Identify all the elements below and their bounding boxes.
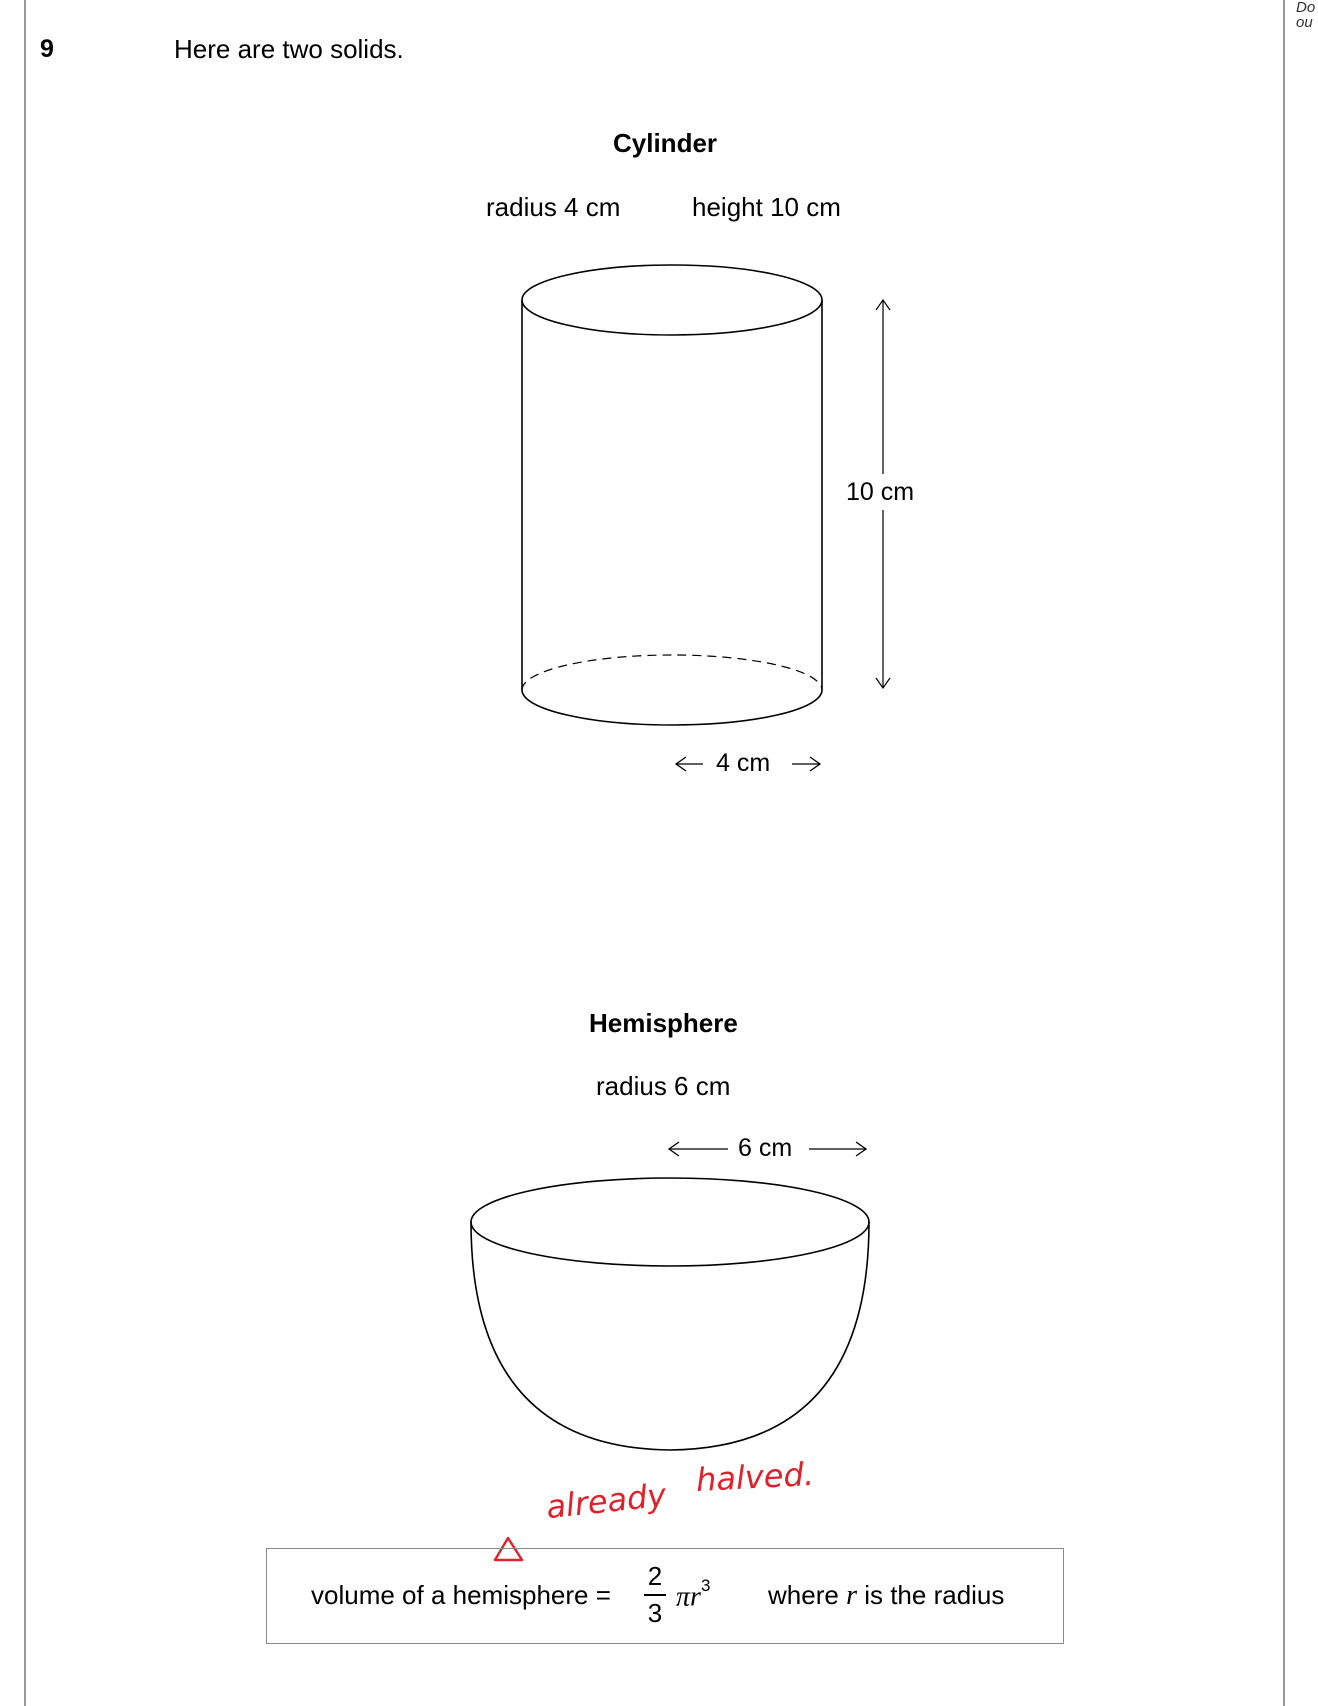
cylinder-diagram [522, 265, 890, 771]
hemisphere-title: Hemisphere [589, 1008, 738, 1038]
fraction-bar [644, 1594, 666, 1596]
formula-where-clause [768, 1580, 1004, 1612]
annotation-halved: halved. [695, 1454, 815, 1500]
annotation-already: already [544, 1475, 668, 1527]
cylinder-top-ellipse [522, 265, 822, 335]
where-suffix: is the radius [864, 1580, 1005, 1610]
formula-fraction [644, 1561, 666, 1629]
hemisphere-top-ellipse [471, 1178, 869, 1266]
hemisphere-curved-surface [471, 1222, 869, 1450]
fraction-denominator: 3 [647, 1597, 663, 1628]
question-number: 9 [40, 35, 54, 63]
cylinder-radius-label: radius 4 cm [486, 192, 621, 222]
margin-note: Do ou [1296, 0, 1316, 31]
cylinder-radius-dimension: 4 cm [716, 749, 771, 777]
formula-exponent: 3 [700, 1576, 711, 1595]
question-intro: Here are two solids. [174, 34, 404, 64]
formula-pi-r [676, 1576, 711, 1613]
formula-prefix: volume of a hemisphere = [311, 1580, 611, 1610]
formula-pi-r-text: πr [676, 1581, 701, 1613]
fraction-numerator: 2 [647, 1561, 663, 1591]
cylinder-bottom-front [522, 690, 822, 725]
cylinder-bottom-back-hidden [522, 655, 822, 690]
cylinder-height-dimension: 10 cm [846, 478, 915, 506]
where-variable: r [846, 1580, 857, 1611]
hemisphere-radius-dimension: 6 cm [738, 1134, 793, 1162]
hemisphere-radius-label: radius 6 cm [596, 1071, 731, 1101]
cylinder-height-label: height 10 cm [692, 192, 841, 222]
cylinder-title: Cylinder [613, 128, 718, 158]
hemisphere-diagram [471, 1142, 869, 1450]
where-prefix: where [768, 1580, 839, 1610]
